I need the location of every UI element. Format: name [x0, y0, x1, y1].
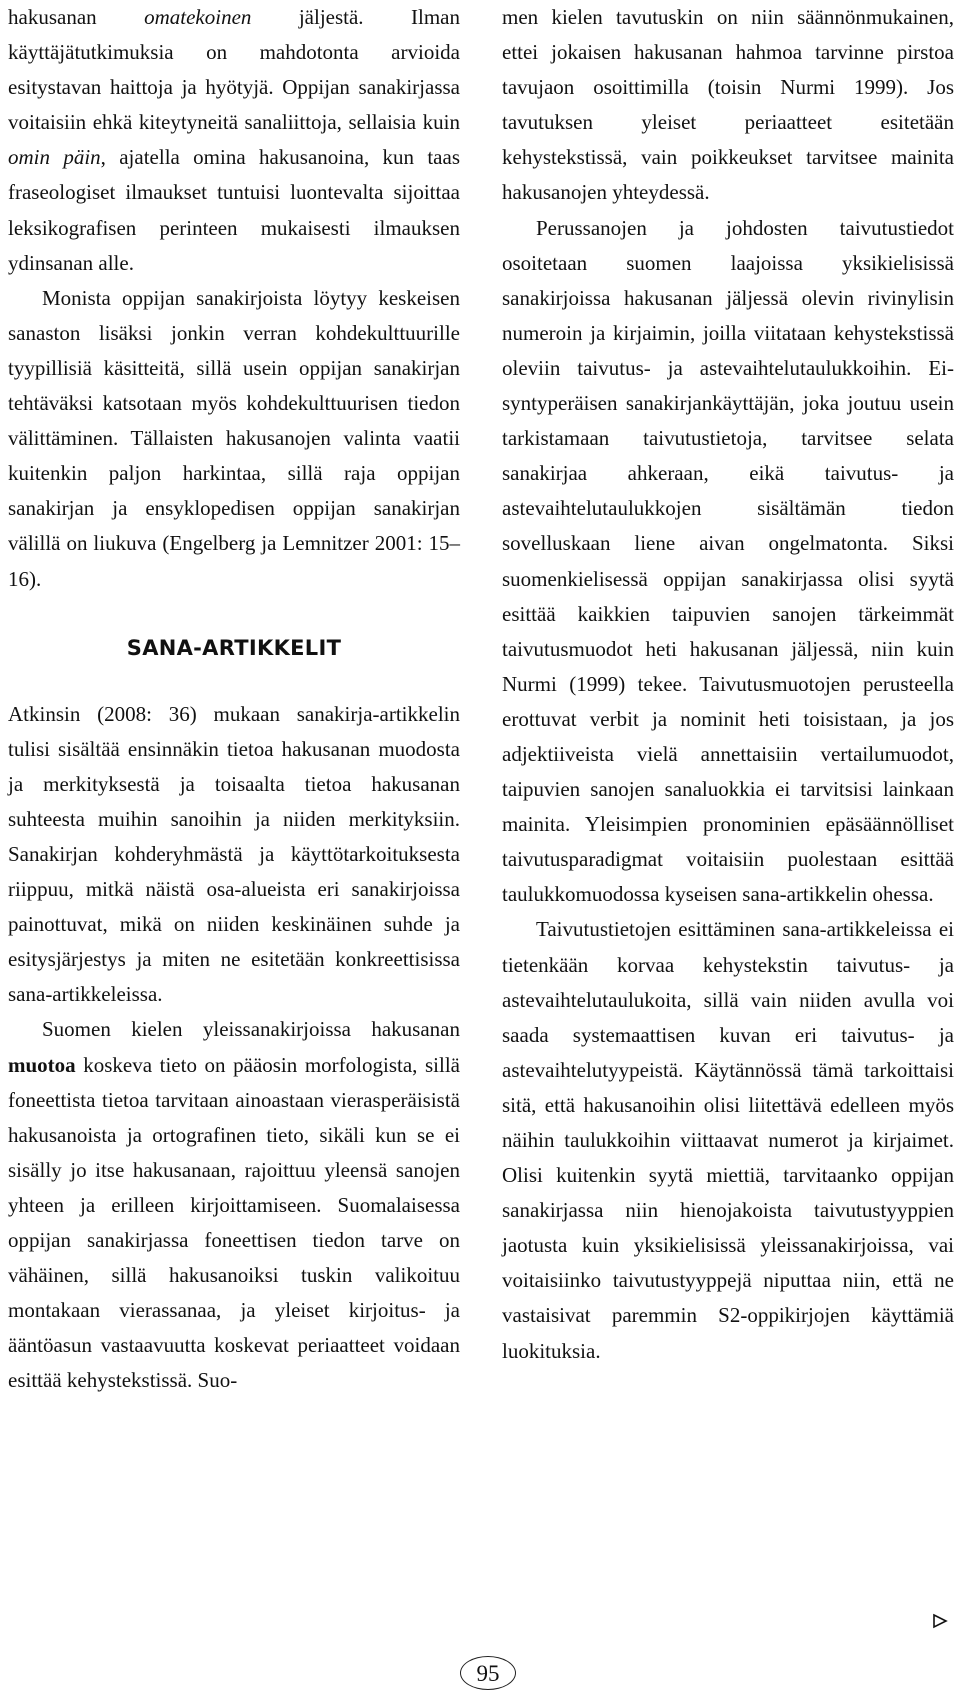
triangle-right-icon	[932, 1613, 948, 1629]
section-heading: SANA-ARTIKKELIT	[126, 635, 342, 660]
paragraph: hakusanan omatekoinen jäljestä. Ilman käyttäjätutkimuksia on mahdotonta arvioida esitystavan haittoja ja hyötyjä. Oppijan sanakirjassa voitaisiin ehkä kiteytyneitä sanaliittoja, sellaisia kuin omin päin, ajatella omina hakusanoina, kun taas fraseologiset ilmaukset tuntuisi luontevalta sijoittaa leksikografisen perinteen mukaisesti ilmauksen ydinsanan alle.	[8, 5, 460, 275]
paragraph: men kielen tavutuskin on niin säännönmukainen, ettei jokaisen hakusanan hahmoa tarvinne pirstoa tavujaon osoittimilla (toisin Nurmi 1999). Jos tavutuksen yleiset periaatteet esitetään kehystekstissä, vain poikkeukset tarvitsee mainita hakusanojen yhteydessä.	[502, 5, 954, 205]
paragraph: Monista oppijan sanakirjoista löytyy keskeisen sanaston lisäksi jonkin verran kohdekulttuurille tyypillisiä käsitteitä, sillä usein oppijan sanakirjan tehtäväksi katsotaan myös kohdekulttuurisen tiedon välittäminen. Tällaisten hakusanojen valinta vaatii kuitenkin paljon harkintaa, sillä raja oppijan sanakirjan ja ensyklopedisen oppijan sanakirjan välillä on liukuva (Engelberg ja Lemnitzer 2001: 15–16).	[8, 285, 460, 591]
right-column	[502, 0, 954, 1369]
emphasis: omin päin	[8, 145, 101, 170]
paragraph: Perussanojen ja johdosten taivutustiedot osoitetaan suomen laajoissa yksikielisissä sanakirjoissa hakusanan jäljessä olevin rivinylisin numeroin ja kirjaimin, joilla viitataan kehystekstissä oleviin taivutus- ja astevaihtelutaulukkoihin. Ei-syntyperäisen sanakirjankäyttäjän, joka joutuu usein tarkistamaan taivutustietoja, tarvitsee selata sanakirjaa ahkeraan, eikä taivutus- ja astevaihtelutaulukkojen sisältämän tiedon sovelluskaan liene aivan ongelmatonta. Siksi suomenkielisessä oppijan sanakirjassa olisi syytä esittää kaikkien taipuvien sanojen tärkeimmät taivutusmuodot heti hakusanan jäljessä, niin kuin Nurmi (1999) tekee. Taivutusmuotojen perusteella erottuvat verbit ja nominit heti toisistaan, ja jos adjektiiveista vielä annettaisiin vertailumuodot, taipuvien sanojen sanaluokkia ei tarvitsisi lainkaan mainita. Yleisimpien pronominien epäsäännölliset taivutusparadigmat voitaisiin puolestaan esittää taulukkomuodossa kyseisen sana-artikkelin ohessa.	[502, 215, 954, 907]
left-column	[8, 0, 460, 1398]
bold-term: muotoa	[8, 1052, 76, 1077]
emphasis: omatekoinen	[144, 5, 252, 29]
paragraph: Taivutustietojen esittäminen sana-artikkeleissa ei tietenkään korvaa kehystekstin taivutus- ja astevaihtelutaulukoita, sillä vain niiden avulla voi saada systemaattisen kuvan eri taivutus- ja astevaihtelutyypeistä. Käytännössä tämä tarkoittaisi sitä, että hakusanoihin olisi liitettävä edelleen myös näihin taulukkoihin viittaavat numerot ja kirjaimet. Olisi kuitenkin syytä miettiä, tarvitaanko oppijan sanakirjassa niin hienojakoista taivutustyyppien jaotusta kuin yksikielisissä yleissanakirjoissa, vai voitaisiinko taivutustyyppejä niputtaa niin, että ne vastaisivat paremmin S2-oppikirjojen käyttämiä luokituksia.	[502, 917, 954, 1363]
paragraph: Suomen kielen yleissanakirjoissa hakusanan muotoa koskeva tieto on pääosin morfologista, sillä foneettista tietoa tarvitaan ainoastaan vierasperäisistä hakusanoista ja ortografinen tieto, sikäli kun se ei sisälly jo itse hakusanaan, rajoittuu yleensä sanojen yhteen ja erilleen kirjoittamiseen. Suomalaisessa oppijan sanakirjassa foneettisen tiedon tarve on vähäinen, sillä hakusanoiksi tuskin valikoituu montakaan vierassanaa, ja yleiset kirjoitus- ja ääntöasun vastaavuutta koskevat periaatteet voidaan esittää kehystekstissä. Suo-	[8, 1017, 460, 1393]
paragraph: Atkinsin (2008: 36) mukaan sanakirja-artikkelin tulisi sisältää ensinnäkin tietoa hakusanan muodosta ja merkityksestä ja toisaalta tietoa hakusanan suhteesta muihin sanoihin ja niiden merkityksiin. Sanakirjan kohderyhmästä ja käyttötarkoituksesta riippuu, mitkä näistä osa-alueista eri sanakirjoissa painottuvat, mikä on niiden keskinäinen suhde ja esitysjärjestys ja miten ne esitetään konkreettisissa sana-artikkeleissa.	[8, 701, 460, 1007]
page-number: 95	[460, 1656, 516, 1690]
